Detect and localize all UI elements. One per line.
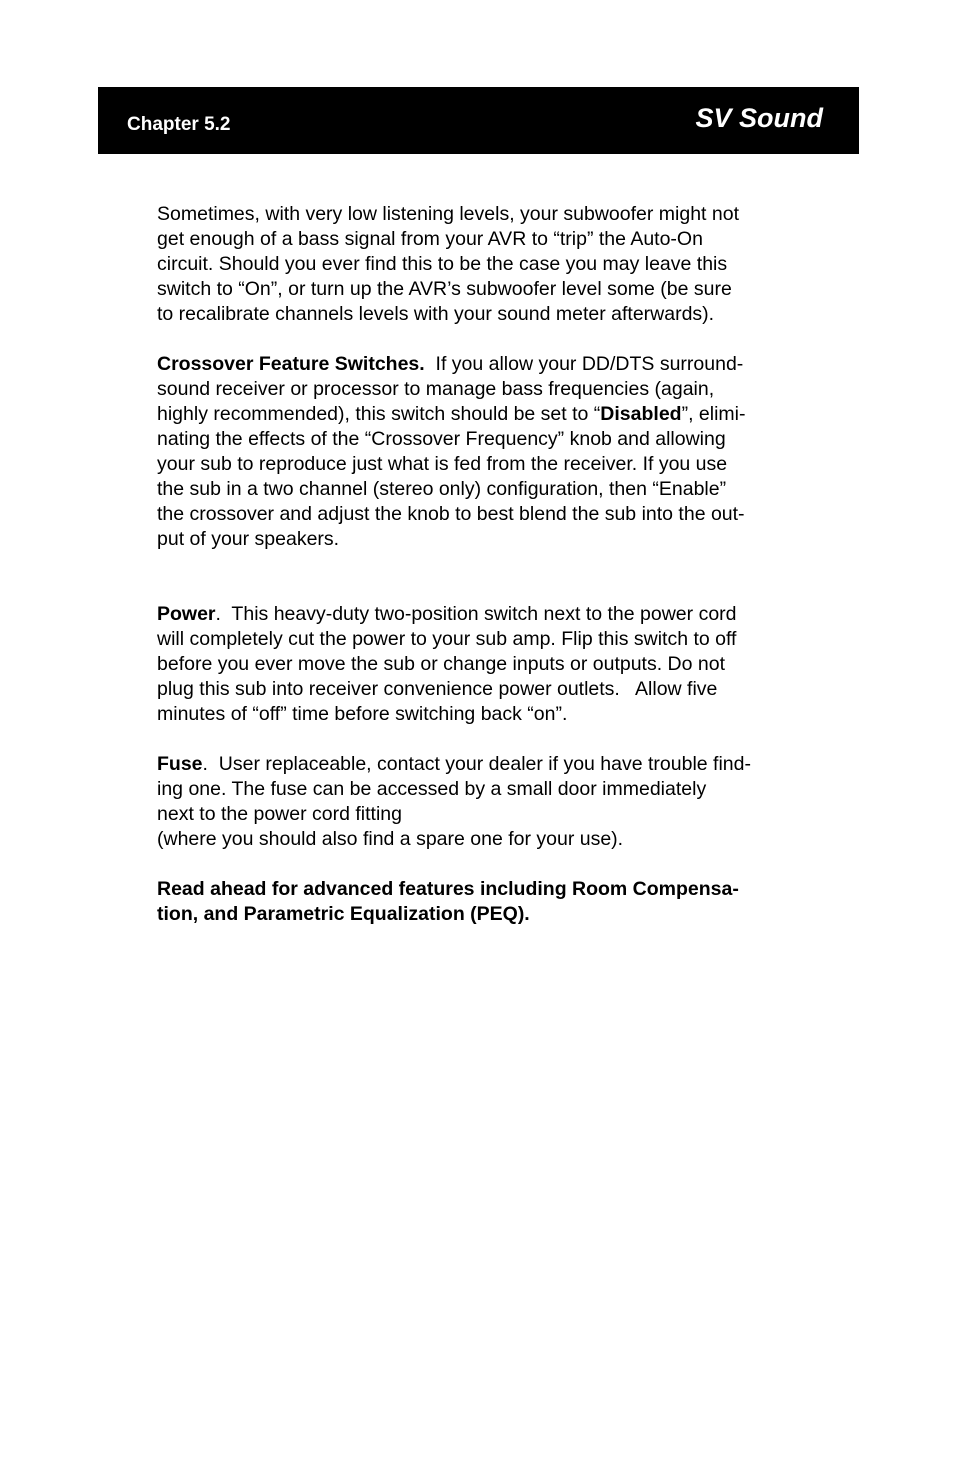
text-line: minutes of “off” time before switching back “on”. [157, 703, 568, 725]
text-line: circuit. Should you ever find this to be the case you may leave this [157, 253, 728, 275]
chapter-header-bar [98, 87, 859, 154]
text-line: your sub to reproduce just what is fed from the receiver. If you use [157, 453, 728, 475]
text-line: to recalibrate channels levels with your sound meter afterwards). [157, 303, 715, 325]
paragraph-spacer [157, 552, 827, 602]
text-line: nating the effects of the “Crossover Frequency” knob and allowing [157, 428, 726, 450]
text-line: before you ever move the sub or change inputs or outputs. Do not [157, 653, 726, 675]
power-paragraph [157, 602, 827, 727]
disabled-keyword: Disabled [600, 403, 682, 425]
fuse-heading: Fuse [157, 753, 203, 775]
text-line: switch to “On”, or turn up the AVR’s subwoofer level some (be sure [157, 278, 732, 300]
text-line: sound receiver or processor to manage bass frequencies (again, [157, 378, 715, 400]
text-line: put of your speakers. [157, 528, 340, 550]
text-line: tion, and Parametric Equalization (PEQ). [157, 903, 530, 925]
crossover-paragraph [157, 352, 827, 552]
text-line [157, 402, 827, 427]
fuse-paragraph [157, 752, 827, 852]
read-ahead-note [157, 877, 827, 927]
paragraph-spacer [157, 852, 827, 877]
text-line [157, 602, 827, 627]
text-line: ing one. The fuse can be accessed by a small door immediately [157, 778, 707, 800]
crossover-heading: Crossover Feature Switches. [157, 353, 425, 375]
brand-name: SV Sound [695, 103, 823, 133]
text-line [157, 752, 827, 777]
text-run: ”, elimi- [681, 403, 746, 425]
text-run: . This heavy-duty two-position switch next to the power cord [215, 603, 737, 625]
text-line: the crossover and adjust the knob to best blend the sub into the out- [157, 503, 745, 525]
text-line: will completely cut the power to your sub amp. Flip this switch to off [157, 628, 737, 650]
text-line: get enough of a bass signal from your AVR to “trip” the Auto-On [157, 228, 703, 250]
text-line: the sub in a two channel (stereo only) configuration, then “Enable” [157, 478, 727, 500]
text-line: next to the power cord fitting [157, 803, 402, 825]
text-line: Read ahead for advanced features including Room Compensa- [157, 878, 739, 900]
text-line: Sometimes, with very low listening levels, your subwoofer might not [157, 203, 739, 225]
text-run: highly recommended), this switch should be set to “ [157, 403, 601, 425]
text-run: . User replaceable, contact your dealer if you have trouble find- [202, 753, 751, 775]
text-line: (where you should also find a spare one for your use). [157, 828, 624, 850]
text-line [157, 352, 827, 377]
power-heading: Power [157, 603, 216, 625]
paragraph-spacer [157, 327, 827, 352]
auto-on-paragraph [157, 202, 827, 327]
page-body [157, 202, 827, 927]
text-line: plug this sub into receiver convenience power outlets. Allow five [157, 678, 718, 700]
chapter-label: Chapter 5.2 [127, 114, 231, 135]
paragraph-spacer [157, 727, 827, 752]
text-run: If you allow your DD/DTS surround- [424, 353, 744, 375]
